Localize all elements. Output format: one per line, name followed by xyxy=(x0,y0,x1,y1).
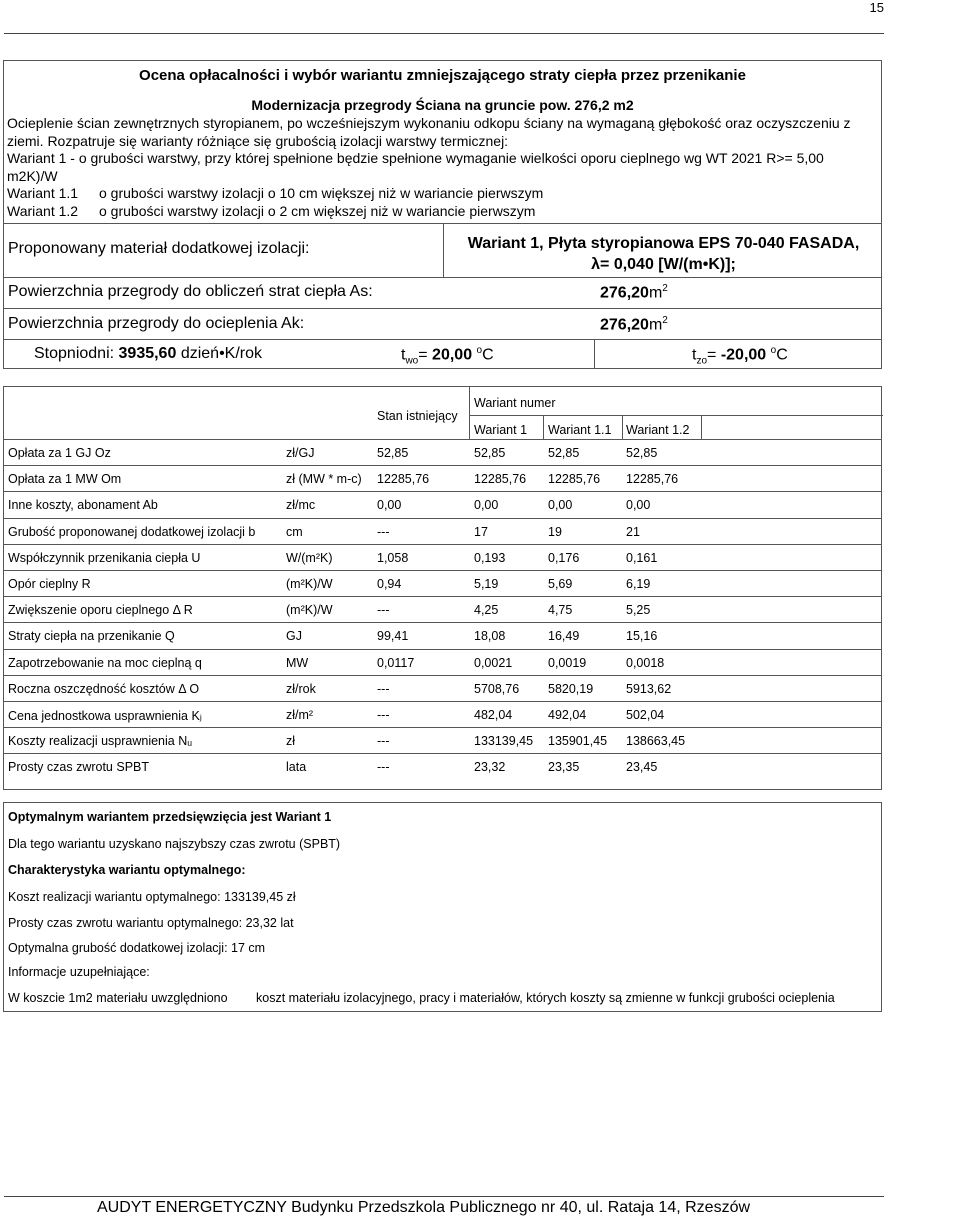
t-zo-value: -20,00 xyxy=(720,346,767,364)
t-wo-eq: = xyxy=(418,346,433,364)
row-value: 492,04 xyxy=(548,708,587,722)
area-ak-value xyxy=(600,315,668,334)
row-divider xyxy=(4,622,881,623)
variant-1-2-key: Wariant 1.2 xyxy=(7,202,79,219)
info-a: W koszcie 1m2 materiału uwzględniono xyxy=(8,991,228,1005)
row-value: 0,161 xyxy=(626,550,658,565)
variant-col-2: Wariant 1.1 xyxy=(548,423,612,437)
row-value: 5,25 xyxy=(626,603,651,618)
row-unit: zł/GJ xyxy=(286,446,315,460)
row-value: --- xyxy=(377,734,390,749)
t-zo-unit: C xyxy=(776,346,788,364)
row-unit: (m²K)/W xyxy=(286,603,333,618)
row-value: 4,25 xyxy=(474,603,499,618)
variant-1-1-text: o grubości warstwy izolacji o 10 cm większej niż w wariancie pierwszym xyxy=(99,185,544,201)
row-value: 0,0018 xyxy=(626,655,665,670)
row-unit: zł/mc xyxy=(286,498,316,513)
row-value: 15,16 xyxy=(626,629,658,644)
row-value: 0,0117 xyxy=(377,655,415,670)
row-value: 138663,45 xyxy=(626,734,686,749)
row-label: Opłata za 1 GJ Oz xyxy=(8,446,111,460)
t-wo-value: 20,00 xyxy=(432,346,473,364)
area-ak-label: Powierzchnia przegrody do ocieplenia Ak: xyxy=(8,315,305,332)
divider xyxy=(4,439,881,440)
area-as-number: 276,20 xyxy=(600,284,649,302)
row-label: Opłata za 1 MW Om xyxy=(8,472,122,487)
row-value: 23,45 xyxy=(626,760,658,775)
description-variant-1: Wariant 1 - o grubości warstwy, przy której spełnione będzie spełnione wymaganie wielkości oporu cieplnego wg WT 2021 R>= 5,00 m2K)/W xyxy=(7,150,824,184)
row-value: 17 xyxy=(474,524,488,539)
variant-1-2-text: o grubości warstwy izolacji o 2 cm większej niż w wariancie pierwszym xyxy=(99,202,536,219)
divider xyxy=(4,308,881,309)
row-divider xyxy=(4,649,881,650)
divider xyxy=(4,277,881,278)
row-value: 0,0019 xyxy=(548,655,587,670)
stan-header: Stan istniejący xyxy=(377,409,458,423)
row-unit: GJ xyxy=(286,629,302,644)
section-subtitle: Modernizacja przegrody Ściana na gruncie pow. 276,2 m2 xyxy=(251,97,634,113)
row-value: 4,75 xyxy=(548,603,573,618)
row-value: 52,85 xyxy=(474,446,506,460)
divider xyxy=(594,339,595,369)
row-value: 135901,45 xyxy=(548,734,608,749)
t-zo xyxy=(692,345,788,367)
row-divider xyxy=(4,753,881,754)
row-divider xyxy=(4,701,881,702)
area-ak-number: 276,20 xyxy=(600,316,649,334)
row-value: 0,00 xyxy=(626,498,651,513)
row-value: 12285,76 xyxy=(626,472,679,487)
row-value: 5913,62 xyxy=(626,681,672,696)
row-unit: zł xyxy=(286,734,296,749)
variant-col-1: Wariant 1 xyxy=(474,423,528,437)
row-value: 5820,19 xyxy=(548,681,594,696)
info-label: Informacje uzupełniające: xyxy=(8,965,150,979)
row-value: 482,04 xyxy=(474,708,513,722)
footer: AUDYT ENERGETYCZNY Budynku Przedszkola Publicznego nr 40, ul. Rataja 14, Rzeszów xyxy=(97,1199,751,1216)
t-zo-symbol: t xyxy=(692,346,697,364)
header-rule xyxy=(4,33,884,34)
row-label: Roczna oszczędność kosztów Δ O xyxy=(8,681,200,696)
row-value: 0,00 xyxy=(474,498,499,513)
area-ak-unit: m xyxy=(648,316,663,334)
row-label: Zwiększenie oporu cieplnego Δ R xyxy=(8,603,193,618)
t-wo xyxy=(401,345,494,367)
row-label: Prosty czas zwrotu SPBT xyxy=(8,760,150,775)
degree-days xyxy=(34,345,262,363)
footer-rule xyxy=(4,1196,884,1197)
row-value: 5,69 xyxy=(548,577,573,591)
row-unit: cm xyxy=(286,524,303,539)
row-value: 52,85 xyxy=(377,446,409,460)
row-value: 0,193 xyxy=(474,550,506,565)
row-unit: zł/m² xyxy=(286,708,314,722)
row-value: 23,32 xyxy=(474,760,506,775)
row-value: 52,85 xyxy=(548,446,580,460)
row-value: 12285,76 xyxy=(548,472,601,487)
optimal-thickness: Optymalna grubość dodatkowej izolacji: 17 cm xyxy=(8,941,266,955)
area-as-value xyxy=(600,283,668,302)
row-value: 99,41 xyxy=(377,629,409,644)
row-label: Inne koszty, abonament Ab xyxy=(8,498,158,513)
divider xyxy=(543,415,544,439)
row-value: --- xyxy=(377,603,390,618)
row-divider xyxy=(4,675,881,676)
row-divider xyxy=(4,596,881,597)
optimal-char-title: Charakterystyka wariantu optymalnego: xyxy=(8,863,246,877)
row-unit: W/(m²K) xyxy=(286,550,333,565)
variant-col-3: Wariant 1.2 xyxy=(626,423,690,437)
row-value: 6,19 xyxy=(626,577,651,591)
t-wo-unit: C xyxy=(482,346,494,364)
divider xyxy=(622,415,623,439)
row-divider xyxy=(4,518,881,519)
t-wo-sub: wo xyxy=(405,355,419,367)
optimal-variant: Optymalnym wariantem przedsięwzięcia jest Wariant 1 xyxy=(8,810,332,824)
row-label: Opór cieplny R xyxy=(8,577,91,591)
row-label: Koszty realizacji usprawnienia Nᵤ xyxy=(8,734,193,749)
row-label: Grubość proponowanej dodatkowej izolacji b xyxy=(8,524,256,539)
variant-1-1-key: Wariant 1.1 xyxy=(7,185,79,201)
row-unit: zł/rok xyxy=(286,681,316,696)
row-value: 0,176 xyxy=(548,550,580,565)
row-value: 12285,76 xyxy=(474,472,527,487)
row-value: 502,04 xyxy=(626,708,665,722)
row-value: 1,058 xyxy=(377,550,409,565)
row-label: Współczynnik przenikania ciepła U xyxy=(8,550,201,565)
material-value-line1: Wariant 1, Płyta styropianowa EPS 70-040 FASADA, xyxy=(467,235,860,252)
summary-box xyxy=(3,802,882,1012)
row-divider xyxy=(4,491,881,492)
assessment-box xyxy=(3,60,882,369)
material-label: Proponowany materiał dodatkowej izolacji: xyxy=(8,240,310,257)
row-value: 16,49 xyxy=(548,629,580,644)
divider xyxy=(469,415,883,416)
row-value: 18,08 xyxy=(474,629,506,644)
row-value: 52,85 xyxy=(626,446,658,460)
material-value xyxy=(444,233,883,275)
row-value: 12285,76 xyxy=(377,472,430,487)
description xyxy=(7,115,878,220)
material-value-line2: λ= 0,040 [W/(m•K)]; xyxy=(591,256,736,273)
row-unit: zł (MW * m-c) xyxy=(286,472,362,487)
optimal-payback: Prosty czas zwrotu wariantu optymalnego: 23,32 lat xyxy=(8,916,294,930)
divider xyxy=(701,415,702,439)
row-unit: (m²K)/W xyxy=(286,577,333,591)
t-wo-deg: o xyxy=(476,345,483,356)
row-value: 23,35 xyxy=(548,760,580,775)
area-ak-exp: 2 xyxy=(662,315,668,326)
row-value: --- xyxy=(377,681,390,696)
row-divider xyxy=(4,570,881,571)
row-unit: MW xyxy=(286,655,309,670)
t-zo-sub: zo xyxy=(696,355,708,367)
page-title: Ocena opłacalności i wybór wariantu zmniejszającego straty ciepła przez przenikanie xyxy=(139,67,746,84)
divider xyxy=(469,387,470,439)
t-zo-deg: o xyxy=(770,345,777,356)
t-zo-eq: = xyxy=(707,346,721,364)
info-b: koszt materiału izolacyjnego, pracy i materiałów, których koszty są zmienne w funkcji grubości ocieplenia xyxy=(256,991,835,1005)
page-number: 15 xyxy=(869,0,884,15)
row-divider xyxy=(4,544,881,545)
divider xyxy=(4,339,881,340)
area-as-unit: m xyxy=(648,284,663,302)
degree-days-unit: dzień•K/rok xyxy=(180,345,263,362)
row-value: 5,19 xyxy=(474,577,499,591)
degree-days-label: Stopniodni: xyxy=(34,345,115,362)
t-wo-symbol: t xyxy=(401,346,406,364)
row-value: 0,00 xyxy=(377,498,402,513)
row-divider xyxy=(4,465,881,466)
row-value: --- xyxy=(377,760,390,775)
row-label: Cena jednostkowa usprawnienia Kⱼ xyxy=(8,709,202,723)
variant-table xyxy=(3,386,882,790)
area-as-exp: 2 xyxy=(662,283,668,294)
row-unit: lata xyxy=(286,760,307,775)
variant-header: Wariant numer xyxy=(474,396,556,410)
row-label: Zapotrzebowanie na moc cieplną q xyxy=(8,655,202,670)
area-as-label: Powierzchnia przegrody do obliczeń strat ciepła As: xyxy=(8,283,373,300)
row-value: 133139,45 xyxy=(474,734,534,749)
row-value: 0,00 xyxy=(548,498,573,513)
row-value: 0,94 xyxy=(377,577,402,591)
optimal-reason: Dla tego wariantu uzyskano najszybszy czas zwrotu (SPBT) xyxy=(8,837,341,851)
row-value: 19 xyxy=(548,524,562,539)
row-value: --- xyxy=(377,524,390,539)
degree-days-value: 3935,60 xyxy=(118,345,177,362)
row-value: 5708,76 xyxy=(474,681,520,696)
variant-1-1-row xyxy=(7,185,878,203)
row-value: --- xyxy=(377,708,390,722)
row-divider xyxy=(4,727,881,728)
variant-1-2-row xyxy=(7,203,878,221)
description-intro: Ocieplenie ścian zewnętrznych styropianem, po wcześniejszym wykonaniu odkopu ściany na wymaganą głębokość oraz oczyszczeniu z ziemi. Rozpatruje się warianty różniące się grubością izolacji warstwy termicznej: xyxy=(7,115,851,149)
row-value: 21 xyxy=(626,524,640,539)
row-label: Straty ciepła na przenikanie Q xyxy=(8,629,175,644)
optimal-cost: Koszt realizacji wariantu optymalnego: 133139,45 zł xyxy=(8,890,296,904)
row-value: 0,0021 xyxy=(474,655,513,670)
